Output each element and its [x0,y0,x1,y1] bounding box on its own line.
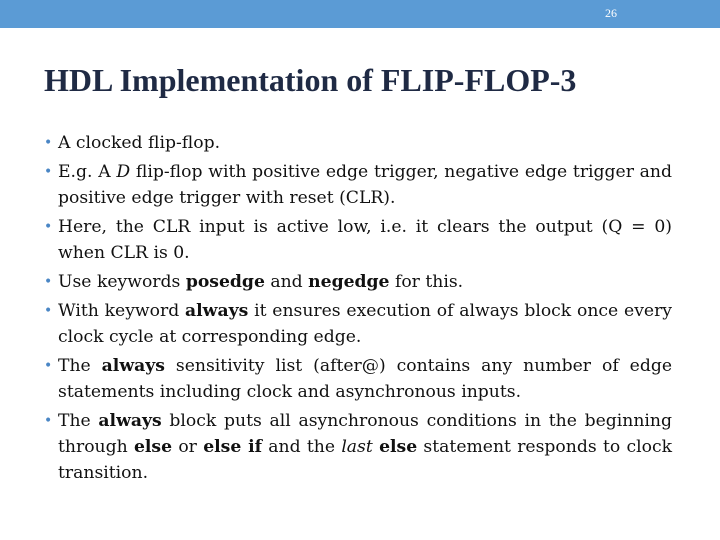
bullet-marker: • [44,219,53,235]
bullet-marker: • [44,274,53,290]
bullet-item-3: • Here, the CLR input is active low, i.e. it clears the output (Q = 0) when CLR is 0. [44,214,672,266]
bullet-item-7: • The always block puts all asynchronous conditions in the beginning through else or else if and the last else statement responds to clock transition. [44,408,672,486]
top-banner [0,0,720,28]
bullet-item-5: • With keyword always it ensures execution of always block once every clock cycle at corresponding edge. [44,298,672,350]
bullet-marker: • [44,413,53,429]
bullet-marker: • [44,358,53,374]
bullet-item-4: • Use keywords posedge and negedge for this. [44,269,672,295]
bullet-item-6: • The always sensitivity list (after@) contains any number of edge statements including clock and asynchronous inputs. [44,353,672,405]
bullet-marker: • [44,164,53,180]
bullet-list [44,130,672,489]
bullet-marker: • [44,135,53,151]
slide-number: 26 [605,6,617,20]
bullet-marker: • [44,303,53,319]
slide-title: HDL Implementation of FLIP-FLOP-3 [44,62,577,98]
bullet-item-1: • A clocked flip-flop. [44,130,672,156]
bullet-item-2: • E.g. A D flip-flop with positive edge trigger, negative edge trigger and positive edge trigger with reset (CLR). [44,159,672,211]
